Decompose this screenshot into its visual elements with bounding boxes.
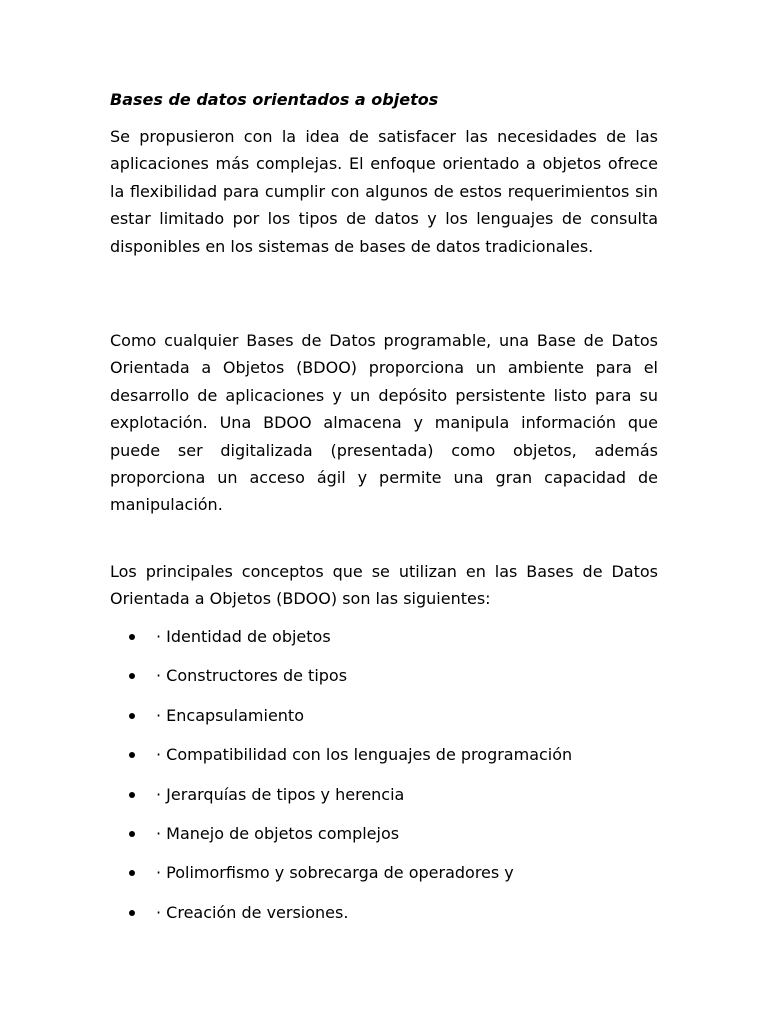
- paragraph-concepts-intro: Los principales conceptos que se utilizan en las Bases de Datos Orientada a Objetos (BDOO) son las siguientes:: [110, 562, 658, 609]
- list-item-text: · Compatibilidad con los lenguajes de programación: [156, 745, 573, 765]
- bullet-icon: [129, 634, 135, 640]
- document-title: Bases de datos orientados a objetos: [110, 90, 439, 109]
- list-item-text: · Manejo de objetos complejos: [156, 823, 400, 843]
- list-item-text: · Jerarquías de tipos y herencia: [156, 784, 405, 804]
- list-item-text: · Creación de versiones.: [156, 902, 349, 922]
- bullet-icon: [129, 673, 135, 679]
- list-item-text: · Polimorfismo y sobrecarga de operadores y: [156, 863, 514, 883]
- paragraph-intro: Se propusieron con la idea de satisfacer las necesidades de las aplicaciones más complejas. El enfoque orientado a objetos ofrece la flexibilidad para cumplir con algunos de estos requerimientos sin estar limitado por los tipos de datos y los lenguajes de consulta disponibles en los sistemas de bases de datos tradicionales.: [110, 127, 658, 256]
- bullet-icon: [129, 752, 135, 758]
- bullet-icon: [129, 713, 135, 719]
- list-item-text: · Constructores de tipos: [156, 666, 348, 686]
- bullet-icon: [129, 792, 135, 798]
- list-item-text: · Identidad de objetos: [156, 627, 331, 646]
- paragraph-bdoo-description: Como cualquier Bases de Datos programable, una Base de Datos Orientada a Objetos (BDOO) proporciona un ambiente para el desarrollo de aplicaciones y un depósito persistente listo para su explotación. Una BDOO almacena y manipula información que puede ser digitalizada (presentada) como objetos, además proporciona un acceso ágil y permite una gran capacidad de manipulación.: [110, 331, 658, 515]
- bullet-icon: [129, 831, 135, 837]
- bullet-icon: [129, 910, 135, 916]
- bullet-icon: [129, 870, 135, 876]
- list-item-text: · Encapsulamiento: [156, 705, 304, 725]
